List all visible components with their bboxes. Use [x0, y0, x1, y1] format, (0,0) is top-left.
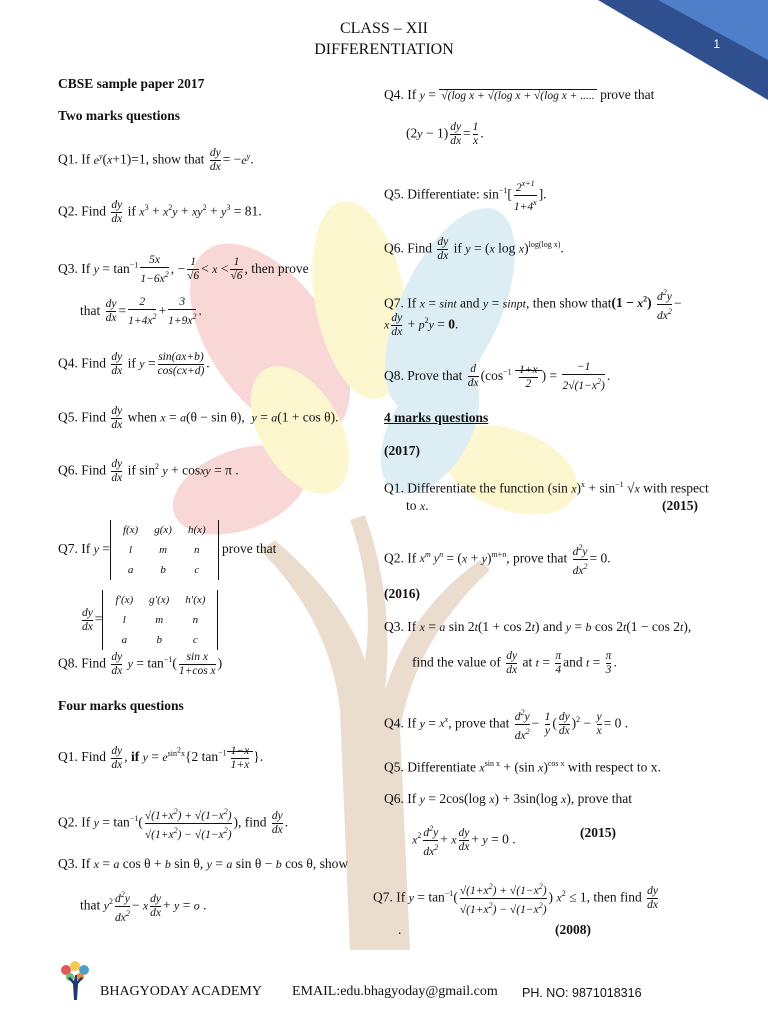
- right-fq6: Q6. If y = 2cos(log x) + 3sin(log x), prove that: [384, 791, 632, 806]
- heading-two-marks: Two marks questions: [58, 108, 181, 123]
- academy-logo-icon: [58, 960, 92, 1000]
- left-q8: Q8. Find $\frac{dy}{dx}$ $y = \tan^{-1}$( $\frac{\text{sin x}}{\text{1+cos x}}$ ): [58, 651, 223, 677]
- right-fq7-dot: .: [398, 922, 402, 937]
- right-fq2: Q2. If $x^m$ $y^n = (x + y)^{m+n}$, prove that $\frac{d^2y}{dx^2}$ = 0.: [384, 543, 611, 577]
- left-q4: Q4. Find $\frac{dy}{dx}$ if y = $\frac{\sin(ax+b)}{\cos(cx+d)}$ .: [58, 351, 210, 377]
- left-fq3-cont: that $y^2$ $\frac{d^2y}{dx^2}$ − x $\frac{dy}{dx}$ + y = o .: [80, 890, 207, 924]
- left-fq1: Q1. Find $\frac{dy}{dx}$ , if $y = e^{sin^2x}\{2$ $\tan^{-1}$ $\frac{1-x}{1+x}$ }.: [58, 744, 264, 772]
- right-fq5: Q5. Differentiate $x^{sin x} + (\sin$ x)$^{cos x}$ with respect to x.: [384, 759, 661, 775]
- left-q7-cont: $\frac{dy}{dx}$ = f′(x) g′(x) h′(x) l m n a b c: [80, 590, 218, 650]
- right-fq3-cont: find the value of $\frac{dy}{dx}$ at t = $\frac{\pi}{4}$ and t = $\frac{\pi}{3}$ .: [412, 650, 617, 676]
- subject-title: DIFFERENTIATION: [314, 41, 454, 58]
- right-fq4: Q4. If $y = x^x$, prove that $\frac{d^2y}{dx^2}$ − $\frac{1}{y}$ ( $\frac{dy}{dx}$ )$^2$ − $\frac{y}{x}$ = 0 .: [384, 708, 629, 742]
- footer-academy: BHAGYODAY ACADEMY: [100, 984, 262, 999]
- right-fq1-cont: to x.: [406, 498, 429, 513]
- right-q4: Q4. If y = √(log x + √(log x + √(log x + ..... prove that: [384, 87, 655, 102]
- heading-paper: CBSE sample paper 2017: [58, 76, 205, 91]
- right-fq7: Q7. If $y = \tan^{-1}$( $\frac{√(1+x^2) + √(1-x^2)}{√(1+x^2) - √(1-x^2)}$ ) $x^2 \le 1$, then find $\frac{dy}{dx}$: [373, 882, 659, 916]
- year-2016: (2016): [384, 586, 420, 601]
- right-fq3: Q3. If x = a sin 2t(1 + cos 2t) and y = b cos 2t(1 − cos 2t),: [384, 619, 692, 634]
- right-q8: Q8. Prove that $\frac{d}{dx}$ ($\cos^{-1}$ $\frac{1+x}{2}$ ) = $\frac{-1}{2√(1-x^2)}$ .: [384, 361, 611, 392]
- right-q7: Q7. If x = sint and y = sinpt, then show that(1 − $x^2$) $\frac{d^2y}{dx^2}$ −: [384, 288, 682, 322]
- right-fq6-cont: $x^2$ $\frac{d^2y}{dx^2}$ + x $\frac{dy}{dx}$ + y = 0 .: [412, 824, 516, 858]
- left-q2: Q2. Find $\frac{dy}{dx}$ if $x^3 + x^2y + xy^2 + y^3 = 81$.: [58, 199, 262, 225]
- tag-2015-b: (2015): [580, 825, 616, 840]
- right-q7-cont: x $\frac{dy}{dx}$ + $p^2y = 0$.: [384, 312, 459, 338]
- left-q1: Q1. If $e^y(x+1)=1$, show that $\frac{dy}{dx}$ = $-e^y$.: [58, 147, 254, 173]
- page-number: 1: [713, 37, 720, 51]
- footer-phone: PH. NO: 9871018316: [522, 986, 642, 1000]
- tag-2008: (2008): [555, 922, 591, 937]
- class-title: CLASS – XII: [339, 20, 428, 37]
- left-q7: Q7. If y = f(x) g(x) h(x) l m n a b c prove that: [58, 520, 276, 580]
- left-fq3: Q3. If x = a cos θ + b sin θ, y = a sin θ − b cos θ, show: [58, 856, 349, 871]
- right-q5: Q5. Differentiate: $\sin^{-1}$[ $\frac{2^{x+1}}{1+4^x}$ ].: [384, 179, 547, 213]
- right-q4-cont: (2y − 1) $\frac{dy}{dx}$ = $\frac{1}{x}$ .: [406, 121, 484, 147]
- left-q3: Q3. If $y = \tan^{-1}$ $\frac{5x}{1-6x^2}$ , − $\frac{1}{√6}$ < x < $\frac{1}{√6}$ , then prove: [58, 254, 309, 285]
- right-fq1: Q1. Differentiate the function (sin $x)^x + \sin^{-1} √x$ with respect: [384, 480, 709, 496]
- heading-4-marks: 4 marks questions: [384, 410, 489, 425]
- right-q6: Q6. Find $\frac{dy}{dx}$ if y = (x log x)$^{log(log x)}$.: [384, 236, 564, 262]
- left-q5: Q5. Find $\frac{dy}{dx}$ when x = a(θ − sin θ), y = a(1 + cos θ).: [58, 405, 339, 431]
- footer-email: EMAIL:edu.bhagyoday@gmail.com: [292, 984, 498, 999]
- year-2017: (2017): [384, 443, 420, 458]
- left-q6: Q6. Find $\frac{dy}{dx}$ if $\sin^2 y$ + cosxy = π .: [58, 458, 239, 484]
- heading-four-marks: Four marks questions: [58, 698, 184, 713]
- left-q3-cont: that $\frac{dy}{dx}$ = $\frac{2}{1+4x^2}$ + $\frac{3}{1+9x^2}$ .: [80, 296, 202, 327]
- tag-2015-a: (2015): [662, 498, 698, 513]
- left-fq2: Q2. If $y = \tan^{-1}$( $\frac{√(1+x^2) + √(1-x^2)}{√(1+x^2) - √(1-x^2)}$ ), find $\frac{dy}{dx}$ .: [58, 807, 289, 841]
